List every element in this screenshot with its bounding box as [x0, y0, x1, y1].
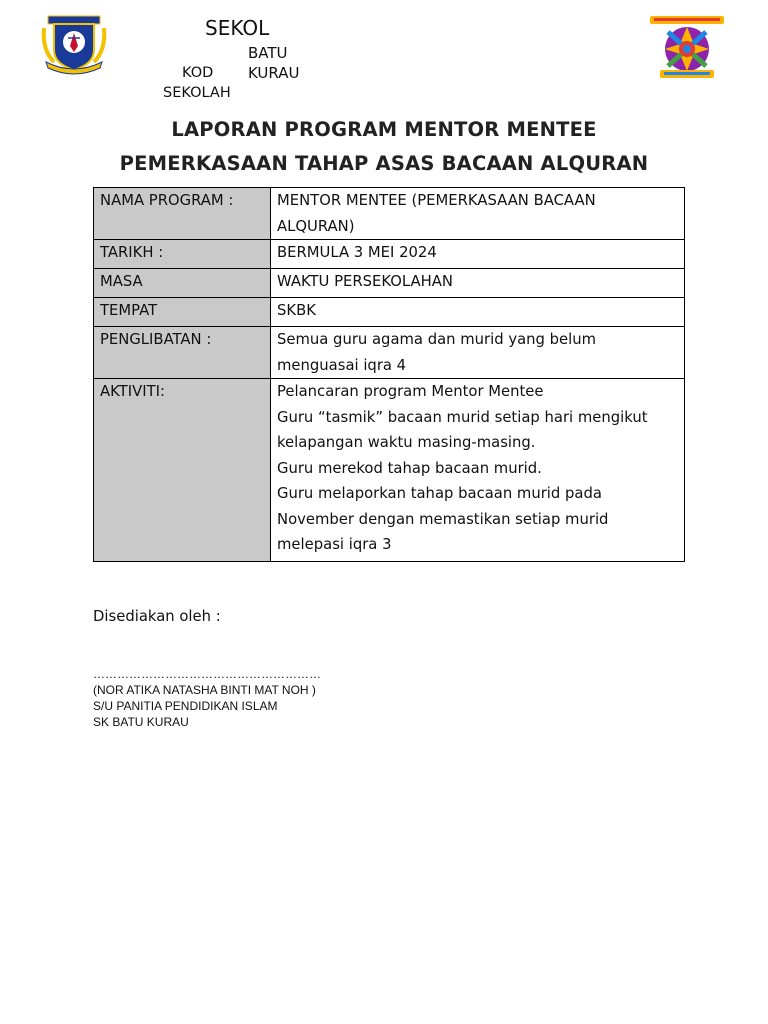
- value-line: ALQURAN): [277, 217, 355, 235]
- table-row: [94, 240, 685, 269]
- header-kurau-clipped: [246, 62, 300, 82]
- header-sekolah-clipped: [160, 84, 240, 101]
- header-school-word: SEKOL: [205, 16, 270, 40]
- panitia-pendidikan-islam-logo: [648, 14, 726, 80]
- report-title-line2: PEMERKASAAN TAHAP ASAS BACAAN ALQURAN: [119, 152, 649, 175]
- row-value: [271, 327, 685, 379]
- value-line: melepasi iqra 3: [277, 536, 392, 553]
- report-title-line1: LAPORAN PROGRAM MENTOR MENTEE: [171, 118, 597, 141]
- row-label: TARIKH :: [94, 240, 271, 269]
- signature-dots: …………………………………………………: [93, 667, 321, 681]
- row-label: MASA: [94, 269, 271, 298]
- school-crest-logo: [40, 14, 108, 76]
- value-line: November dengan memastikan setiap murid: [277, 510, 609, 528]
- row-value: [271, 379, 685, 562]
- program-info-table: [93, 187, 685, 562]
- header-kurau-word: KURAU: [248, 64, 300, 82]
- value-line: Guru merekod tahap bacaan murid.: [277, 459, 542, 477]
- value-line: Semua guru agama dan murid yang belum: [277, 331, 597, 348]
- value-line: MENTOR MENTEE (PEMERKASAAN BACAAN: [277, 192, 596, 209]
- row-value: [271, 188, 685, 240]
- row-label: NAMA PROGRAM :: [94, 188, 271, 240]
- row-label: AKTIVITI:: [94, 379, 271, 562]
- signatory-name: (NOR ATIKA NATASHA BINTI MAT NOH ): [93, 683, 316, 697]
- table-row: [94, 327, 685, 379]
- signatory-role: S/U PANITIA PENDIDIKAN ISLAM: [93, 699, 278, 713]
- value-line: SKBK: [277, 302, 316, 319]
- row-label: TEMPAT: [94, 298, 271, 327]
- value-line: menguasai iqra 4: [277, 356, 407, 374]
- table-row: [94, 379, 685, 562]
- row-label: PENGLIBATAN :: [94, 327, 271, 379]
- value-line: Pelancaran program Mentor Mentee: [277, 383, 544, 400]
- header-kod-word: KOD: [182, 65, 214, 81]
- row-value: [271, 298, 685, 327]
- value-line: Guru “tasmik” bacaan murid setiap hari mengikut: [277, 408, 648, 426]
- prepared-by-label: Disediakan oleh :: [93, 608, 221, 625]
- row-value: [271, 240, 685, 269]
- signatory-school: SK BATU KURAU: [93, 715, 189, 729]
- table-row: [94, 269, 685, 298]
- header-sekolah-word: SEKOLAH: [163, 85, 231, 101]
- value-line: WAKTU PERSEKOLAHAN: [277, 273, 453, 290]
- value-line: kelapangan waktu masing-masing.: [277, 434, 536, 451]
- table-row: [94, 188, 685, 240]
- value-line: BERMULA 3 MEI 2024: [277, 244, 437, 261]
- value-line: Guru melaporkan tahap bacaan murid pada: [277, 485, 602, 502]
- table-row: [94, 298, 685, 327]
- row-value: [271, 269, 685, 298]
- header-batu-word: BATU: [248, 44, 288, 62]
